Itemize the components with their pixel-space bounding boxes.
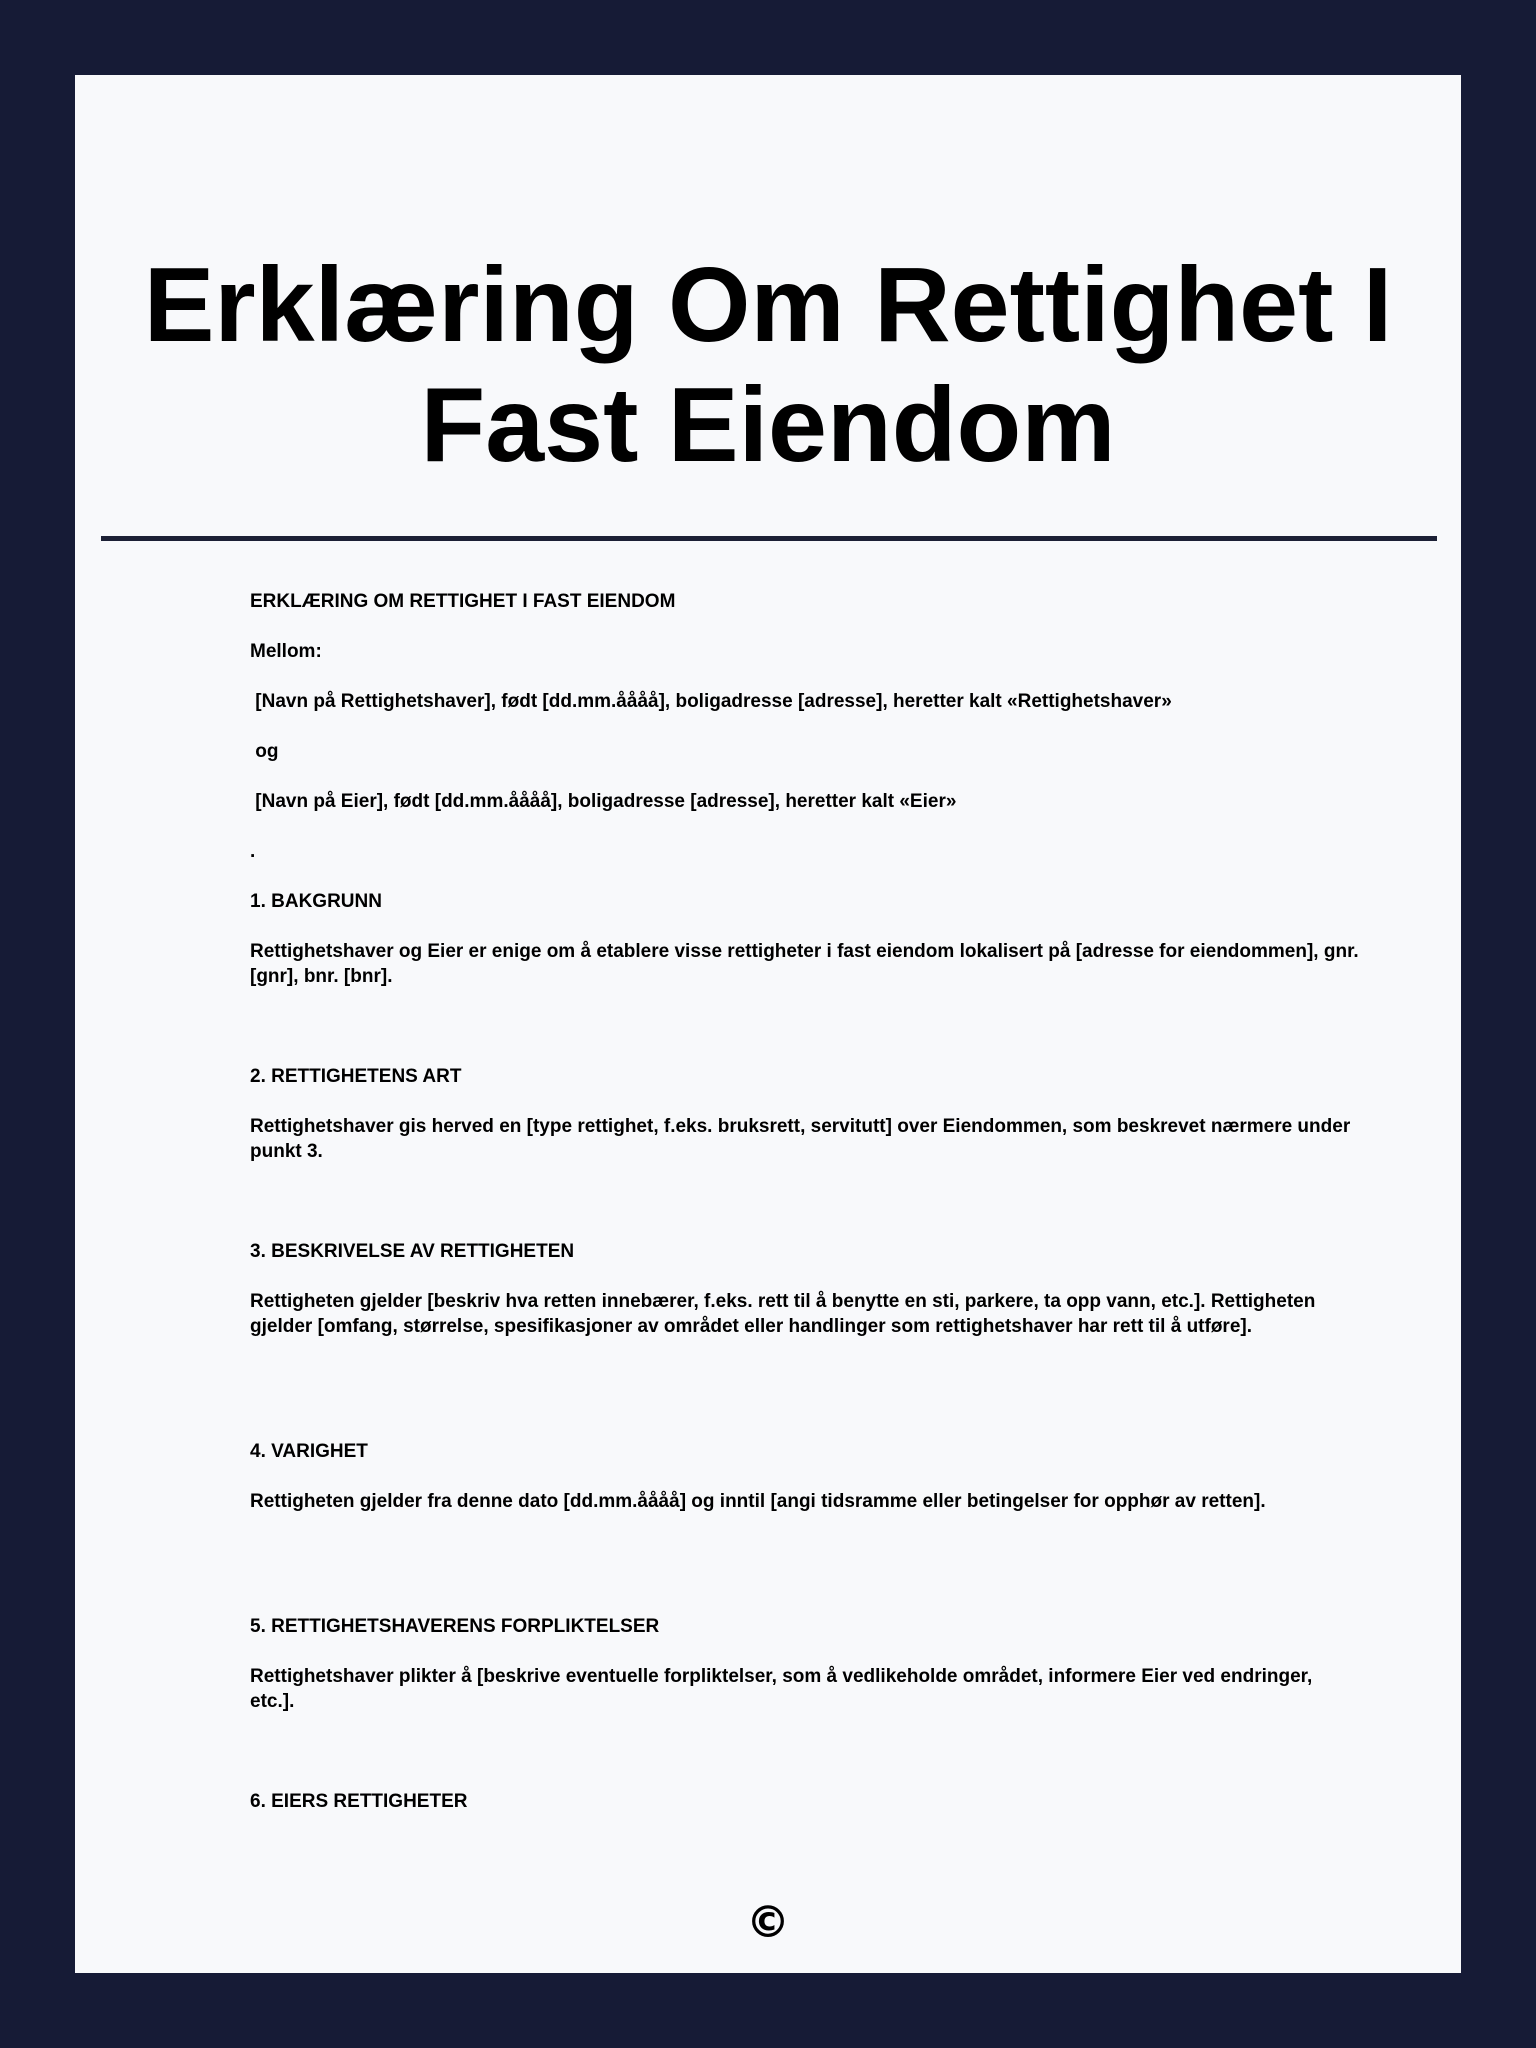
separator-dot: .	[250, 841, 256, 862]
section-heading-4: 4. VARIGHET	[250, 1441, 368, 1462]
title-divider	[101, 536, 1437, 541]
section-heading-6: 6. EIERS RETTIGHETER	[250, 1791, 468, 1812]
section-heading-1: 1. BAKGRUNN	[250, 891, 382, 912]
between-label: Mellom:	[250, 641, 322, 662]
and-label: og	[250, 741, 279, 762]
section-text-1: Rettighetshaver og Eier er enige om å etablere visse rettigheter i fast eiendom lokalisert på [adresse for eiendommen], gnr. [gnr], bnr. [bnr].	[250, 941, 1364, 987]
section-text-3: Rettigheten gjelder [beskriv hva retten innebærer, f.eks. rett til å benytte en sti, parkere, ta opp vann, etc.]. Rettigheten gjelder [omfang, størrelse, spesifikasjoner av området eller handlinger som rettighetshaver har rett til å utføre].	[250, 1291, 1321, 1337]
page-title: Erklæring Om Rettighet I Fast Eiendom	[143, 246, 1393, 484]
copyright-icon: ©	[746, 1897, 790, 1948]
section-heading-2: 2. RETTIGHETENS ART	[250, 1066, 462, 1087]
party-2: [Navn på Eier], født [dd.mm.åååå], boligadresse [adresse], heretter kalt «Eier»	[250, 791, 957, 812]
document-heading: ERKLÆRING OM RETTIGHET I FAST EIENDOM	[250, 591, 676, 612]
document-page	[75, 75, 1461, 1973]
section-text-4: Rettigheten gjelder fra denne dato [dd.mm.åååå] og inntil [angi tidsramme eller betingelser for opphør av retten].	[250, 1491, 1266, 1512]
party-1: [Navn på Rettighetshaver], født [dd.mm.åååå], boligadresse [adresse], heretter kalt «Rettighetshaver»	[250, 691, 1172, 712]
section-heading-5: 5. RETTIGHETSHAVERENS FORPLIKTELSER	[250, 1616, 660, 1637]
section-heading-3: 3. BESKRIVELSE AV RETTIGHETEN	[250, 1241, 575, 1262]
section-text-2: Rettighetshaver gis herved en [type rettighet, f.eks. bruksrett, servitutt] over Eiendommen, som beskrevet nærmere under punkt 3.	[250, 1116, 1356, 1162]
section-text-5: Rettighetshaver plikter å [beskrive eventuelle forpliktelser, som å vedlikeholde området, informere Eier ved endringer, etc.].	[250, 1666, 1318, 1712]
